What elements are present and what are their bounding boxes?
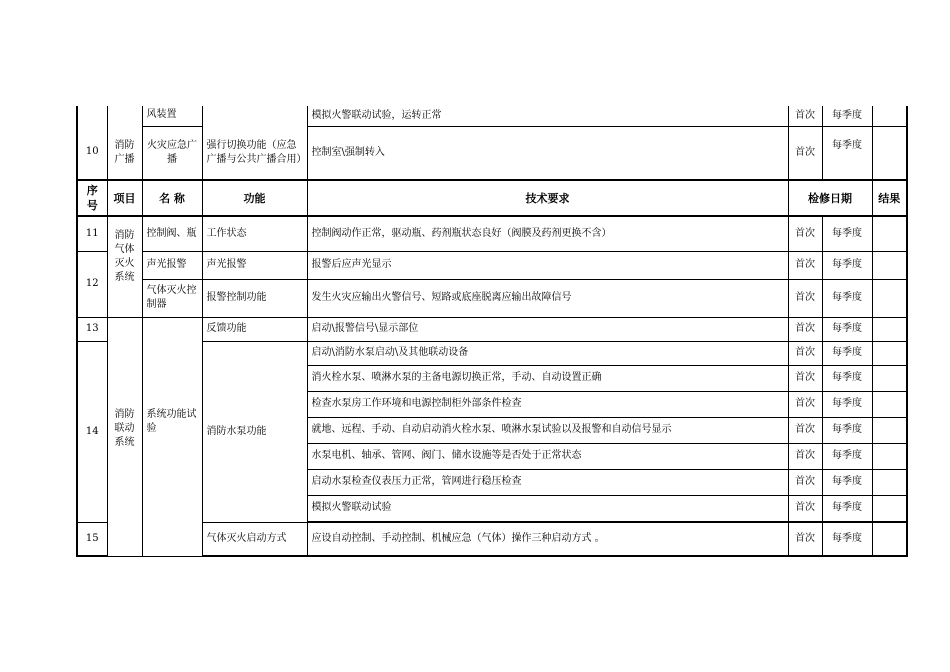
header-item: 项目 xyxy=(107,180,142,216)
row-result-cell xyxy=(872,365,907,391)
row-date-first: 首次 xyxy=(788,495,822,521)
row-date-first: 首次 xyxy=(788,216,822,251)
table-row xyxy=(77,279,907,317)
header-function: 功能 xyxy=(202,180,307,216)
row-result-cell xyxy=(872,126,907,180)
row-date-period: 每季度 xyxy=(822,495,872,521)
row-req-cell: 启动\消防水泵启动\及其他联动设备 xyxy=(307,341,788,365)
row-item-cell: 消防气体灭火系统 xyxy=(107,216,142,317)
row-req-cell: 模拟火警联动试验，运转正常 xyxy=(307,106,788,126)
table-row xyxy=(77,251,907,279)
row-no-cell: 10 xyxy=(77,126,107,180)
header-result: 结果 xyxy=(872,180,907,216)
row-req-cell: 消火栓水泵、喷淋水泵的主备电源切换正常，手动、自动设置正确 xyxy=(307,365,788,391)
row-date-first: 首次 xyxy=(788,469,822,495)
row-result-cell xyxy=(872,279,907,317)
row-func-cell: 报警控制功能 xyxy=(202,279,307,317)
row-req-cell: 发生火灾应输出火警信号、短路或底座脱离应输出故障信号 xyxy=(307,279,788,317)
row-result-cell xyxy=(872,251,907,279)
row-name-cell: 控制阀、瓶 xyxy=(142,216,202,251)
row-no-cell: 11 xyxy=(77,216,107,251)
row-date-period: 每季度 xyxy=(822,341,872,365)
header-name: 名 称 xyxy=(142,180,202,216)
header-date: 检修日期 xyxy=(788,180,872,216)
row-func-cell: 声光报警 xyxy=(202,251,307,279)
table-row xyxy=(77,106,907,126)
header-requirement: 技术要求 xyxy=(307,180,788,216)
row-name-cell: 风装置 xyxy=(142,106,202,126)
table-row xyxy=(77,317,907,341)
row-date-first: 首次 xyxy=(788,341,822,365)
row-func-cell: 气体灭火启动方式 xyxy=(202,522,307,556)
row-req-cell: 模拟火警联动试验 xyxy=(307,495,788,521)
row-req-cell: 检查水泵房工作环境和电源控制柜外部条件检查 xyxy=(307,391,788,417)
row-result-cell xyxy=(872,216,907,251)
row-date-first: 首次 xyxy=(788,391,822,417)
row-result-cell xyxy=(872,317,907,341)
row-date-period: 每季度 xyxy=(822,443,872,469)
row-date-first: 首次 xyxy=(788,417,822,443)
row-date-first: 首次 xyxy=(788,443,822,469)
row-date-period: 每季度 xyxy=(822,317,872,341)
row-date-first: 首次 xyxy=(788,522,822,556)
row-no-cell: 14 xyxy=(77,341,107,522)
row-no-cell: 12 xyxy=(77,251,107,317)
row-name-cell: 系统功能试验 xyxy=(142,317,202,556)
row-result-cell xyxy=(872,391,907,417)
row-date-first: 首次 xyxy=(788,279,822,317)
row-date-first: 首次 xyxy=(788,106,822,126)
table-row xyxy=(77,126,907,180)
row-name-cell: 气体灭火控制器 xyxy=(142,279,202,317)
row-result-cell xyxy=(872,417,907,443)
table-header-row xyxy=(77,180,907,216)
row-func-cell: 反馈功能 xyxy=(202,317,307,341)
row-result-cell xyxy=(872,522,907,556)
row-name-cell: 火灾应急广播 xyxy=(142,126,202,180)
row-date-period: 每季度 xyxy=(822,391,872,417)
row-name-cell: 声光报警 xyxy=(142,251,202,279)
row-date-period: 每季度 xyxy=(822,279,872,317)
maintenance-table xyxy=(76,106,908,557)
row-no-cell: 15 xyxy=(77,522,107,556)
row-func-cell: 消防水泵功能 xyxy=(202,341,307,522)
row-date-period: 每季度 xyxy=(822,106,872,126)
row-result-cell xyxy=(872,443,907,469)
row-no-cell: 13 xyxy=(77,317,107,341)
row-func-cell: 工作状态 xyxy=(202,216,307,251)
row-req-cell: 报警后应声光显示 xyxy=(307,251,788,279)
table-row xyxy=(77,216,907,251)
row-result-cell xyxy=(872,495,907,521)
row-req-cell: 控制阀动作正常，驱动瓶、药剂瓶状态良好（阀膜及药剂更换不含） xyxy=(307,216,788,251)
header-no: 序号 xyxy=(77,180,107,216)
row-func-cell: 强行切换功能（应急广播与公共广播合用） xyxy=(202,126,307,180)
row-func-cell xyxy=(202,106,307,126)
row-date-first: 首次 xyxy=(788,251,822,279)
row-date-first: 首次 xyxy=(788,365,822,391)
row-item-cell: 消防联动系统 xyxy=(107,317,142,556)
row-date-period: 每季度 xyxy=(822,216,872,251)
row-item-cell xyxy=(107,106,142,126)
row-item-cell: 消防广播 xyxy=(107,126,142,180)
row-date-period: 每季度 xyxy=(822,365,872,391)
row-date-first: 首次 xyxy=(788,317,822,341)
row-date-period: 每季度 xyxy=(822,417,872,443)
row-req-cell: 就地、远程、手动、自动启动消火栓水泵、喷淋水泵试验以及报警和自动信号显示 xyxy=(307,417,788,443)
row-req-cell: 启动水泵检查仪表压力正常，管网进行稳压检查 xyxy=(307,469,788,495)
row-date-first: 首次 xyxy=(788,126,822,180)
row-req-cell: 水泵电机、轴承、管网、阀门、储水设施等是否处于正常状态 xyxy=(307,443,788,469)
row-result-cell xyxy=(872,341,907,365)
row-req-cell: 启动\报警信号\显示部位 xyxy=(307,317,788,341)
table-row xyxy=(77,341,907,365)
row-date-period: 每季度 xyxy=(822,522,872,556)
row-result-cell xyxy=(872,469,907,495)
row-date-period: 每季度 xyxy=(822,126,872,180)
row-date-period: 每季度 xyxy=(822,469,872,495)
row-req-cell: 应设自动控制、手动控制、机械应急（气体）操作三种启动方式 。 xyxy=(307,522,788,556)
row-date-period: 每季度 xyxy=(822,251,872,279)
row-result-cell xyxy=(872,106,907,126)
row-req-cell: 控制室\强制转入 xyxy=(307,126,788,180)
table-row xyxy=(77,522,907,556)
row-no-cell xyxy=(77,106,107,126)
